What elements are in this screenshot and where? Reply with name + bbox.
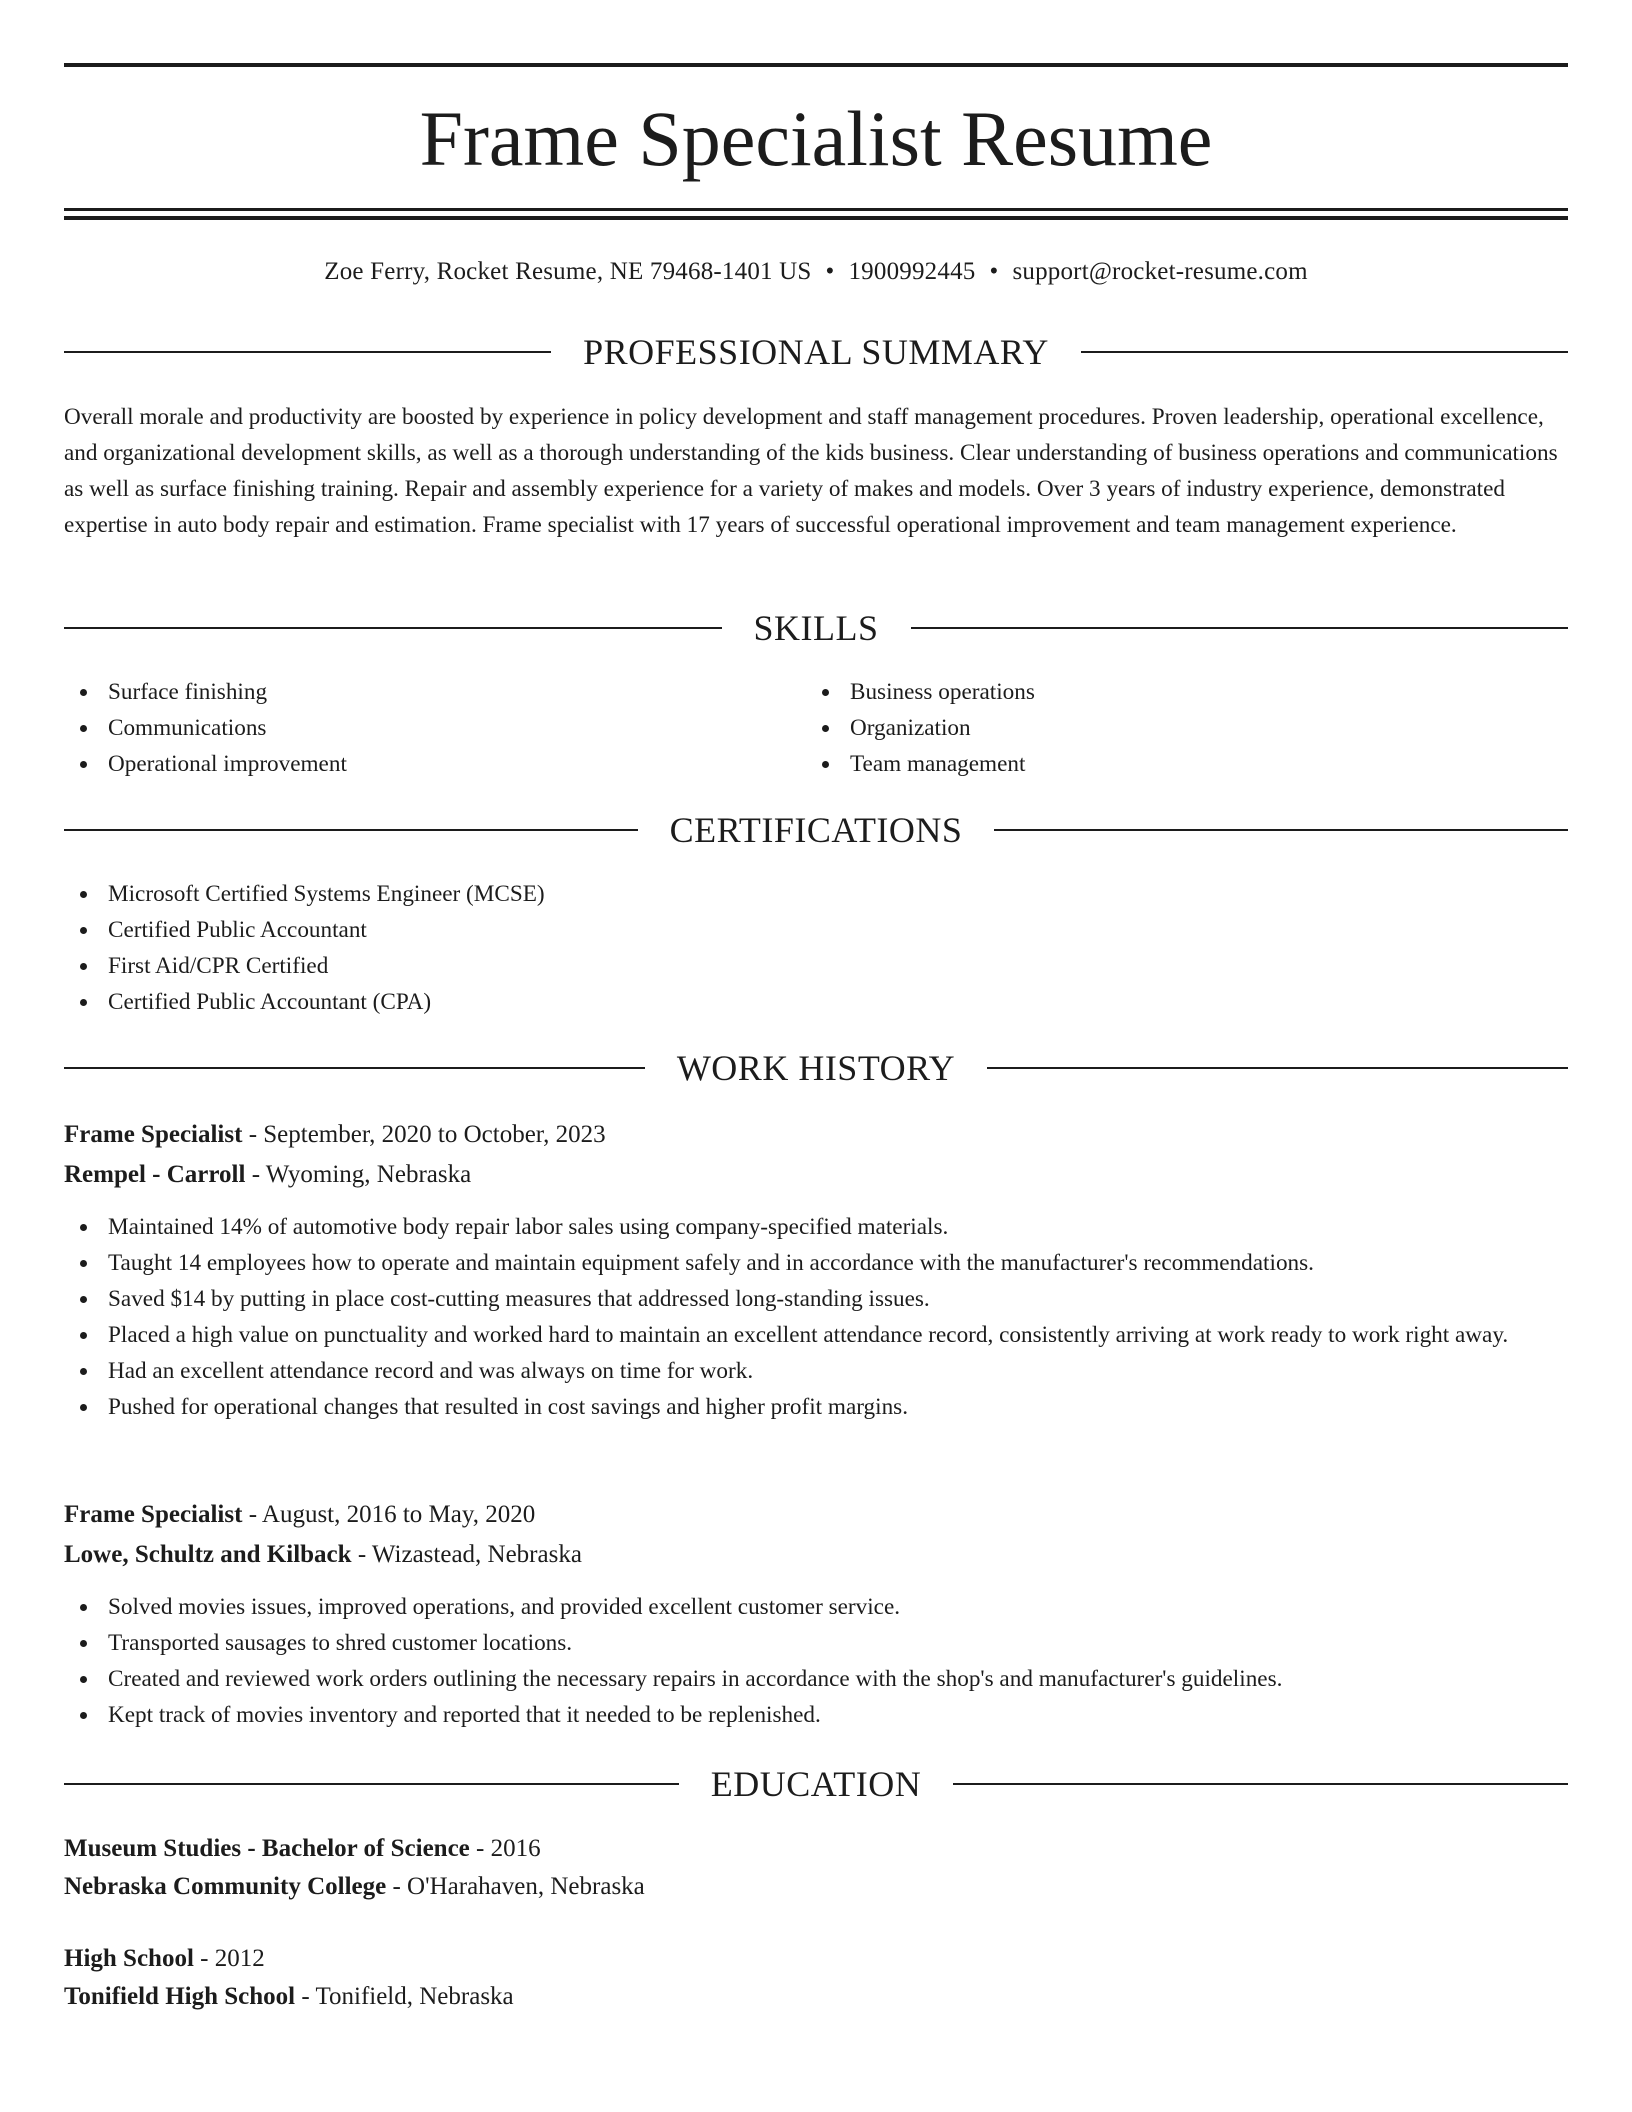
work-heading: [64, 1046, 1568, 1090]
job-company: Lowe, Schultz and Kilback: [64, 1541, 352, 1568]
skills-list-left: [64, 674, 764, 782]
job-dates: - September, 2020 to October, 2023: [242, 1121, 606, 1148]
job-title: Frame Specialist: [64, 1501, 243, 1528]
contact-address: Zoe Ferry, Rocket Resume, NE 79468-1401 US: [324, 258, 812, 285]
skill-item: Communications: [64, 710, 764, 746]
certification-item: First Aid/CPR Certified: [64, 948, 1568, 984]
skill-item: Team management: [806, 746, 1506, 782]
job-bullet: Maintained 14% of automotive body repair labor sales using company-specified materials.: [64, 1209, 1568, 1245]
job-company: Rempel - Carroll: [64, 1161, 246, 1188]
job-bullet: Created and reviewed work orders outlining the necessary repairs in accordance with the shop's and manufacturer's guidelines.: [64, 1661, 1568, 1697]
education-degree: High School: [64, 1945, 194, 1972]
education-year: - 2016: [469, 1835, 541, 1862]
job-company-line: [64, 1155, 471, 1195]
job-location: - Wizastead, Nebraska: [351, 1541, 582, 1568]
job-title: Frame Specialist: [64, 1121, 243, 1148]
job-bullet: Had an excellent attendance record and was always on time for work.: [64, 1353, 1568, 1389]
job-bullets: [64, 1209, 1568, 1425]
education-degree-line: [64, 1939, 265, 1979]
certifications-list: [64, 876, 1568, 1020]
job-bullet: Pushed for operational changes that resulted in cost savings and higher profit margins.: [64, 1389, 1568, 1425]
heading-rule-left: [64, 1783, 679, 1785]
job-location: - Wyoming, Nebraska: [245, 1161, 472, 1188]
top-rule: [64, 63, 1568, 67]
title-rule-lower: [64, 216, 1568, 220]
skills-heading-label: SKILLS: [753, 608, 879, 648]
skills-list-right: [806, 674, 1506, 782]
contact-separator: •: [989, 258, 999, 285]
education-location: - O'Harahaven, Nebraska: [386, 1873, 645, 1900]
certification-item: Microsoft Certified Systems Engineer (MCSE): [64, 876, 1568, 912]
summary-text: Overall morale and productivity are boosted by experience in policy development and staff management procedures. Proven leadership, operational excellence, and organizational development skills, as well as a thorough understanding of the kids business. Clear understanding of business operations and communications as well as surface finishing training. Repair and assembly experience for a variety of makes and models. Over 3 years of industry experience, demonstrated expertise in auto body repair and estimation. Frame specialist with 17 years of successful operational improvement and team management experience.: [64, 404, 1558, 538]
work-heading-label: WORK HISTORY: [676, 1048, 956, 1088]
heading-rule-left: [64, 627, 722, 629]
certification-item: Certified Public Accountant: [64, 912, 1568, 948]
contact-email: support@rocket-resume.com: [1012, 258, 1308, 285]
education-degree: Museum Studies - Bachelor of Science: [64, 1835, 470, 1862]
education-school: Tonifield High School: [64, 1983, 296, 2010]
contact-separator: •: [825, 258, 835, 285]
education-location: - Tonifield, Nebraska: [295, 1983, 514, 2010]
education-school: Nebraska Community College: [64, 1873, 387, 1900]
certification-item: Certified Public Accountant (CPA): [64, 984, 1568, 1020]
job-company-line: [64, 1535, 582, 1575]
job-bullet: Placed a high value on punctuality and worked hard to maintain an excellent attendance record, consistently arriving at work ready to work right away.: [64, 1317, 1568, 1353]
skill-item: Surface finishing: [64, 674, 764, 710]
skill-item: Operational improvement: [64, 746, 764, 782]
job-bullet: Saved $14 by putting in place cost-cutting measures that addressed long-standing issues.: [64, 1281, 1568, 1317]
heading-rule-right: [953, 1783, 1568, 1785]
job-dates: - August, 2016 to May, 2020: [242, 1501, 536, 1528]
heading-rule-right: [1081, 351, 1568, 353]
education-heading: [64, 1762, 1568, 1806]
job-title-line: [64, 1115, 606, 1155]
heading-rule-right: [994, 829, 1568, 831]
contact-line: [64, 252, 1568, 292]
heading-rule-right: [987, 1067, 1568, 1069]
education-year: - 2012: [193, 1945, 265, 1972]
education-school-line: [64, 1977, 514, 2017]
summary-heading: [64, 330, 1568, 374]
contact-phone: 1900992445: [848, 258, 976, 285]
skill-item: Organization: [806, 710, 1506, 746]
resume-title: Frame Specialist Resume: [419, 95, 1213, 182]
job-bullet: Taught 14 employees how to operate and maintain equipment safely and in accordance with the manufacturer's recommendations.: [64, 1245, 1568, 1281]
summary-heading-label: PROFESSIONAL SUMMARY: [583, 332, 1049, 372]
heading-rule-right: [911, 627, 1569, 629]
skills-heading: [64, 606, 1568, 650]
certifications-heading-label: CERTIFICATIONS: [669, 810, 963, 850]
job-bullet: Transported sausages to shred customer locations.: [64, 1625, 1568, 1661]
job-title-line: [64, 1495, 535, 1535]
skill-item: Business operations: [806, 674, 1506, 710]
certifications-heading: [64, 808, 1568, 852]
heading-rule-left: [64, 1067, 645, 1069]
job-bullets: [64, 1589, 1568, 1733]
heading-rule-left: [64, 351, 551, 353]
heading-rule-left: [64, 829, 638, 831]
education-degree-line: [64, 1829, 541, 1869]
education-heading-label: EDUCATION: [710, 1764, 922, 1804]
title-rule-upper: [64, 208, 1568, 211]
education-school-line: [64, 1867, 645, 1907]
job-bullet: Solved movies issues, improved operations, and provided excellent customer service.: [64, 1589, 1568, 1625]
job-bullet: Kept track of movies inventory and reported that it needed to be replenished.: [64, 1697, 1568, 1733]
